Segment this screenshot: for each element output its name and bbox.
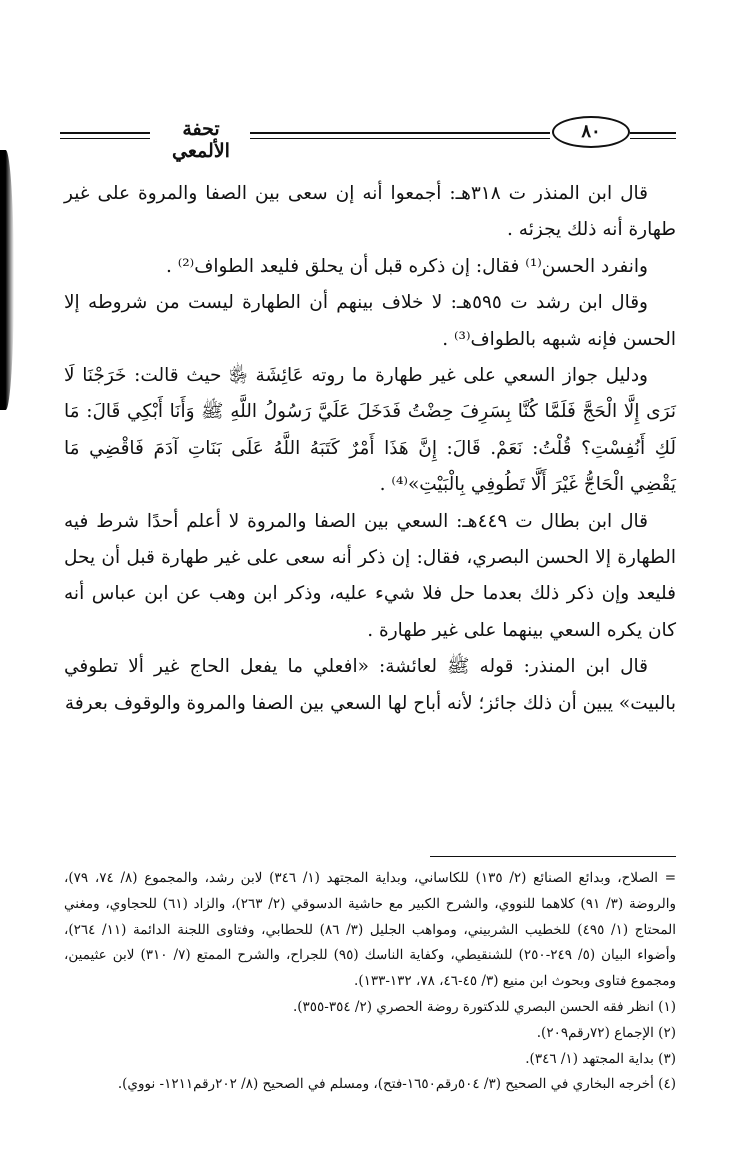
- header-rule-middle: [250, 132, 550, 139]
- paragraph: ودليل جواز السعي على غير طهارة ما روته عَائِشَة ﵂ حيث قالت: خَرَجْنَا لَا نَرَى إِلَّا الْحَجَّ فَلَمَّا كُنَّا بِسَرِفَ حِضْتُ فَدَخَلَ عَلَيَّ رَسُولُ اللَّهِ ﷺ وَأَنَا أَبْكِي قَالَ: مَا لَكِ أَنُفِسْتِ؟ قُلْتُ: نَعَمْ. قَالَ: إِنَّ هَذَا أَمْرٌ كَتَبَهُ اللَّهُ عَلَى بَنَاتِ آدَمَ فَاقْضِي مَا يَقْضِي الْحَاجُّ غَيْرَ أَلَّا تَطُوفِي بِالْبَيْتِ»⁽⁴⁾ .: [64, 365, 676, 496]
- footnote: = الصلاح، وبدائع الصنائع (٢/ ١٣٥) للكاساني، وبداية المجتهد (١/ ٣٤٦) لابن رشد، والمجموع (٨/ ٧٤، ٧٩)، والروضة (٣/ ٩١) كلاهما للنووي، والشرح الكبير مع حاشية الدسوقي (٢/ ٢٦٣)، والزاد (٦١) للحجاوي، ومغني المحتاج (١/ ٤٩٥) للخطيب الشربيني، ومواهب الجليل (٣/ ٨٦) للحطابي، وفتاوى اللجنة الدائمة (١١/ ٢٦٤)، وأضواء البيان (٥/ ٢٤٩-٢٥٠) للشنقيطي، وكفاية الناسك (٩٥) للجراح، والشرح الممتع (٧/ ٣١٠) لابن عثيمين، ومجموع فتاوى وبحوث ابن منيع (٣/ ٤٥-٤٦، ٧٨، ١٣٢-١٣٣).: [64, 870, 677, 990]
- footnotes: [64, 866, 676, 1098]
- paragraph: قال ابن المنذر: قوله ﷺ لعائشة: «افعلي ما يفعل الحاج غير ألا تطوفي بالبيت» يبين أن ذلك جائز؛ لأنه أباح لها السعي بين الصفا والمروة والوقوف بعرفة: [64, 656, 676, 714]
- footnote-separator: [430, 856, 676, 857]
- page-number: ٨٠: [552, 116, 630, 148]
- footnote: (٢) الإجماع (٧٢رقم٢٠٩).: [536, 1024, 676, 1041]
- paragraph: قال ابن بطال ت ٤٤٩هـ: السعي بين الصفا والمروة لا أعلم أحدًا شرط فيه الطهارة إلا الحسن البصري، فقال: إن ذكر أنه سعى على غير طهارة قبل أن يحل فليعد وإن ذكر ذلك بعدما حل فلا شيء عليه، وذكر ابن وهب عن ابن عباس أنه كان يكره السعي بينهما على غير طهارة .: [64, 510, 676, 641]
- footnote: (١) انظر فقه الحسن البصري للدكتورة روضة الحصري (٢/ ٣٥٤-٣٥٥).: [292, 998, 676, 1015]
- footnote: (٣) بداية المجتهد (١/ ٣٤٦).: [525, 1050, 676, 1067]
- page-header: [60, 112, 676, 162]
- page-edge-shadow: [0, 150, 14, 410]
- paragraph: وانفرد الحسن⁽¹⁾ فقال: إن ذكره قبل أن يحلق فليعد الطواف⁽²⁾ .: [165, 255, 648, 277]
- footnote: (٤) أخرجه البخاري في الصحيح (٣/ ٥٠٤رقم١٦٥٠-فتح)، ومسلم في الصحيح (٨/ ٢٠٢رقم١٢١١- نووي).: [117, 1076, 676, 1093]
- header-rule-right: [630, 132, 676, 139]
- book-title: تحفة الألمعي: [172, 118, 230, 162]
- paragraph: قال ابن المنذر ت ٣١٨هـ: أجمعوا أنه إن سعى بين الصفا والمروة على غير طهارة أنه ذلك يجزئه .: [64, 183, 676, 241]
- header-rule-left: [60, 132, 150, 139]
- paragraph: وقال ابن رشد ت ٥٩٥هـ: لا خلاف بينهم أن الطهارة ليست من شروطه إلا الحسن فإنه شبهه بالطواف⁽³⁾ .: [64, 292, 676, 350]
- main-text: [64, 176, 676, 722]
